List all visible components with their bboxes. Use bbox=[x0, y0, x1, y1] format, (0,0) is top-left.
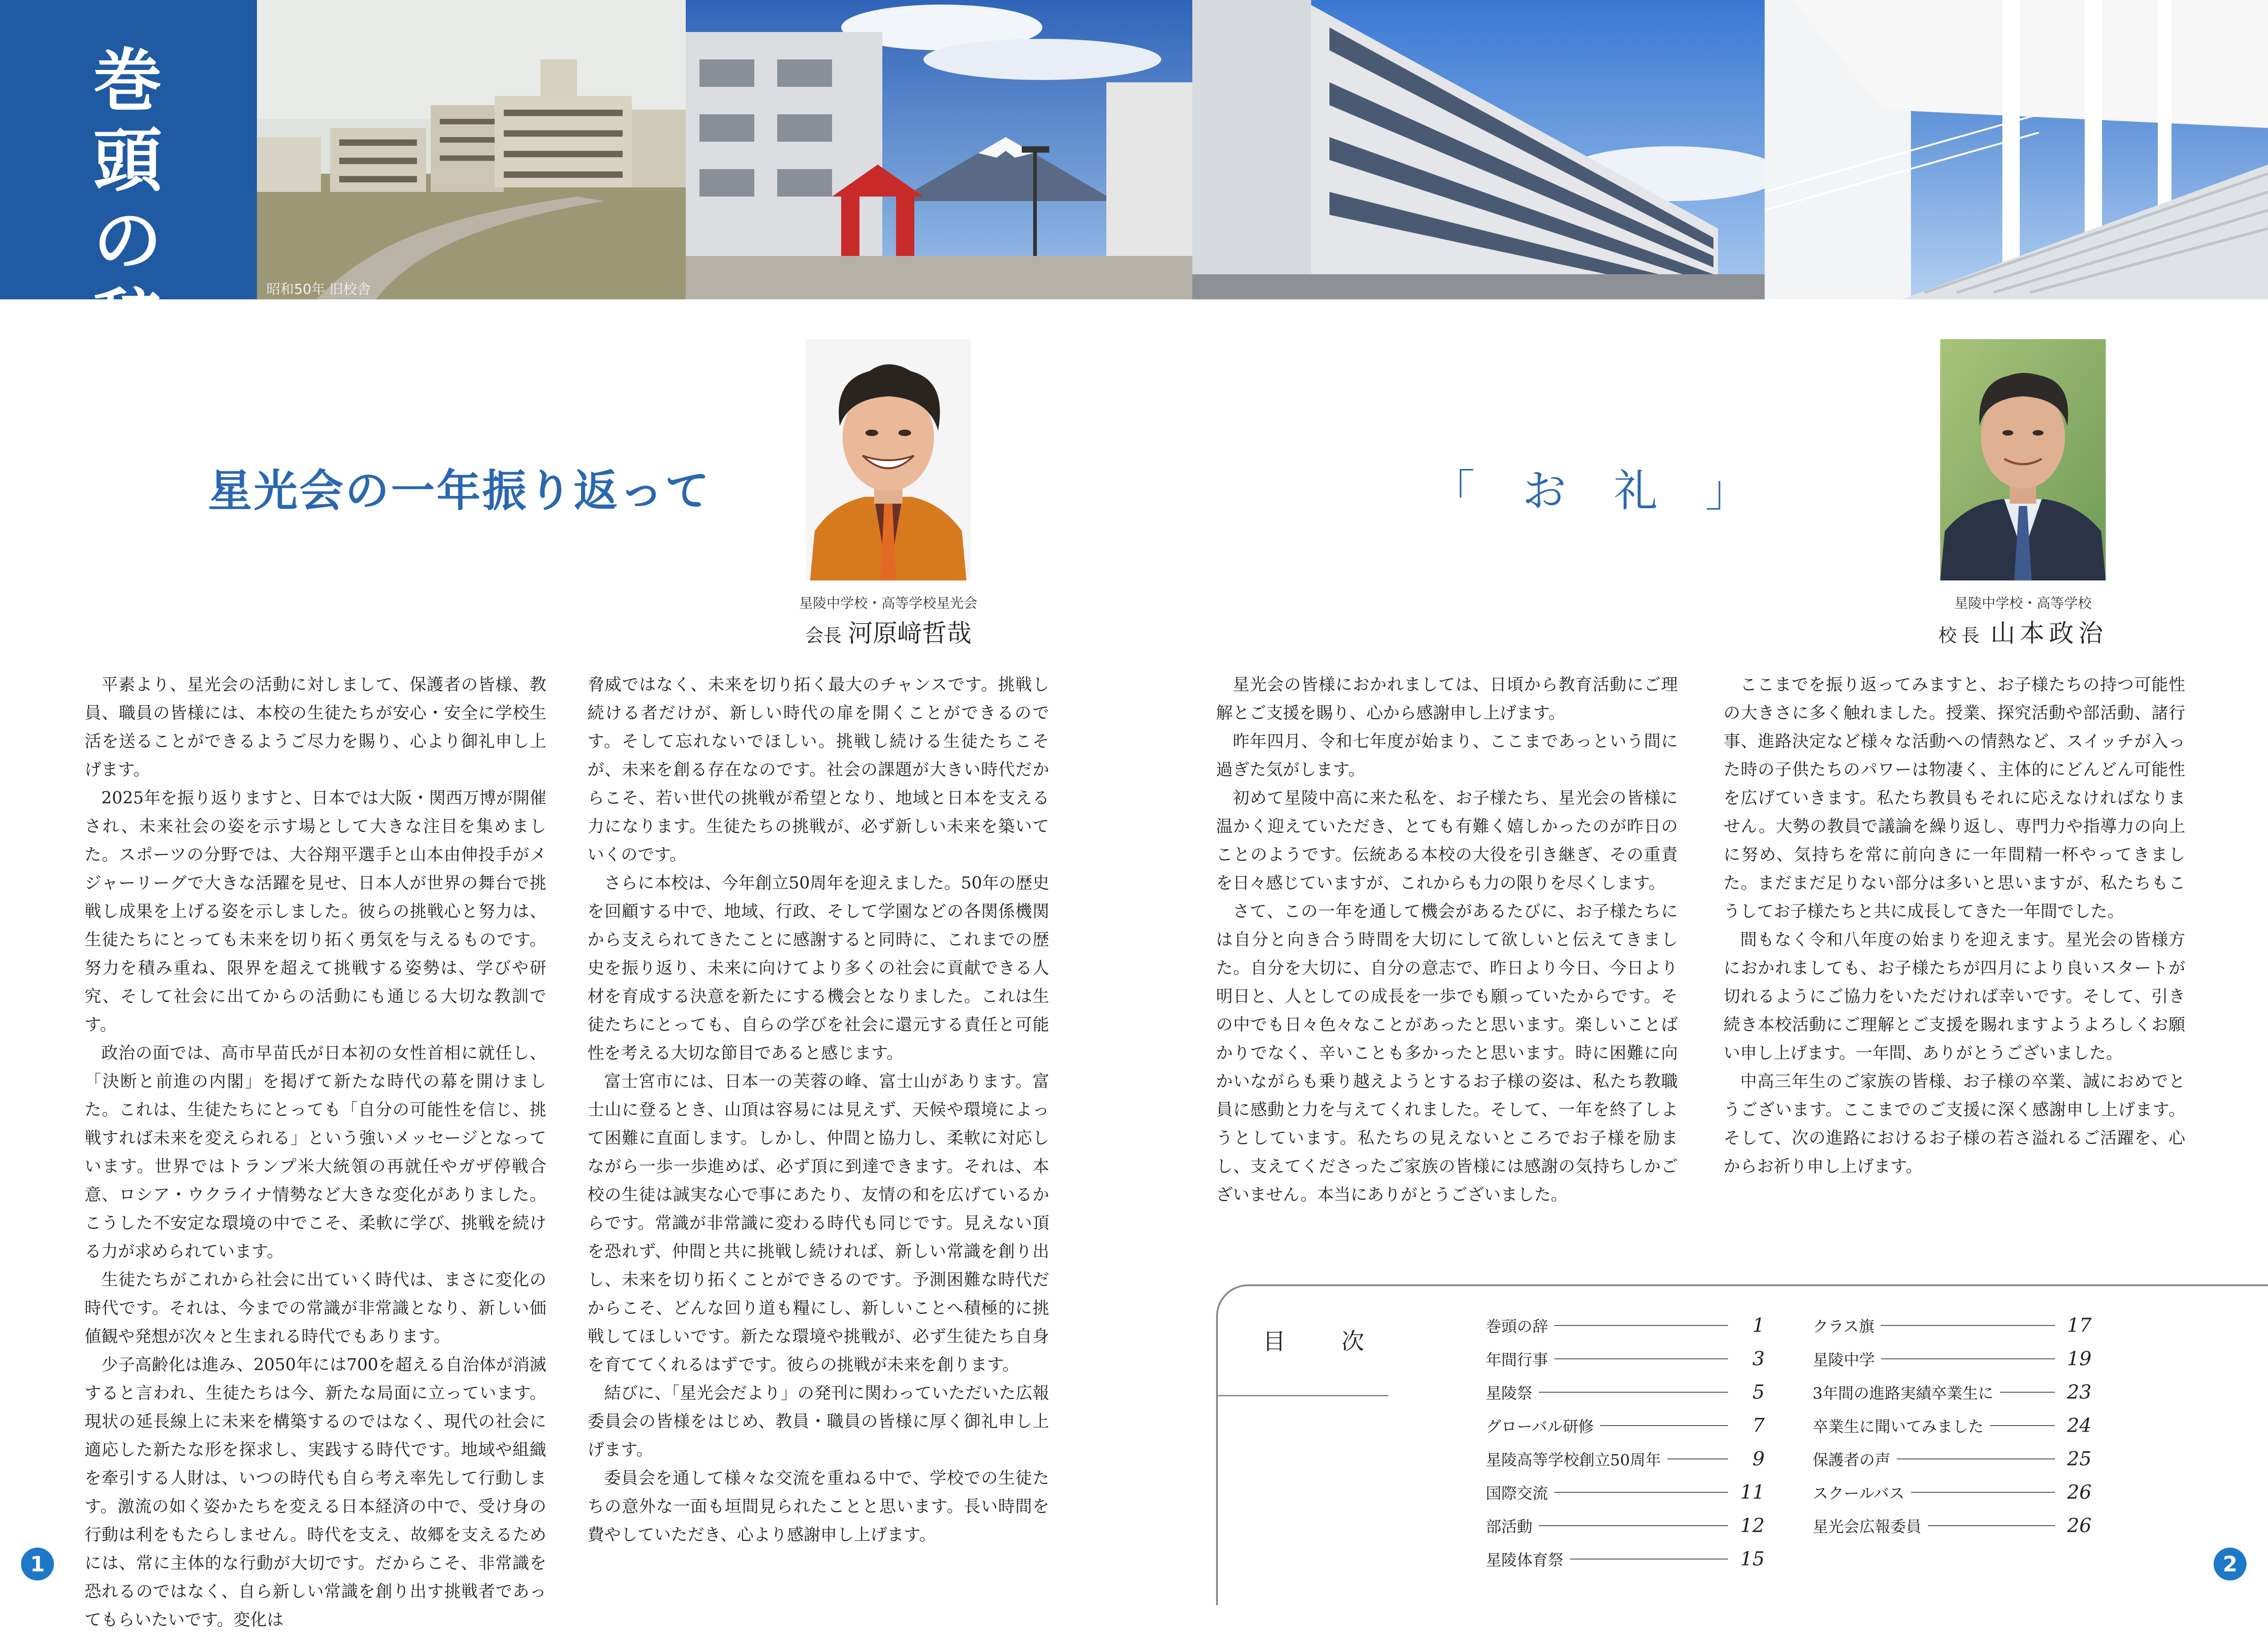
paragraph: 生徒たちがこれから社会に出ていく時代は、まさに変化の時代です。それは、今までの常識が非常識となり、新しい価値観や発想が次々と生まれる時代でもあります。 bbox=[85, 1270, 546, 1346]
toc-leader bbox=[1881, 1358, 2055, 1359]
chairman-portrait bbox=[806, 339, 971, 580]
toc-leader bbox=[2000, 1392, 2055, 1393]
toc-divider bbox=[1218, 1395, 1388, 1396]
paragraph: 委員会を通して様々な交流を重ねる中で、学校での生徒たちの意外な一面も垣間見られたことと思います。長い時間を費やしていただき、心より感謝申し上げます。 bbox=[587, 1468, 1049, 1544]
toc-leader bbox=[1881, 1325, 2055, 1326]
banner-char: 頭 bbox=[93, 121, 164, 201]
toc-entry[interactable] bbox=[1813, 1409, 2092, 1442]
toc-entry[interactable] bbox=[1813, 1509, 2092, 1542]
chairman-role: 会長 bbox=[805, 625, 842, 646]
paragraph: さらに本校は、今年創立50周年を迎えました。50年の歴史を回顧する中で、地域、行政、そして学園などの各関係機関から支えられてきたことに感謝すると同時に、これまでの歴史を振り返り、未来に向けてより多くの社会に貢献できる人材を育成する決意を新たにする機会となりました。これは生徒たちにとっても、自らの学びを社会に還元する責任と可能性を考える大切な節目であると感じます。 bbox=[587, 873, 1049, 1063]
paragraph: 平素より、星光会の活動に対しまして、保護者の皆様、教員、職員の皆様には、本校の生徒たちが安心・安全に学校生活を送ることができるようご尽力を賜り、心より御礼申し上げます。 bbox=[85, 675, 546, 779]
principal-portrait bbox=[1940, 339, 2106, 580]
toc-entry-title: 星陵中学 bbox=[1813, 1351, 1875, 1369]
toc-entry-title: 部活動 bbox=[1486, 1518, 1532, 1536]
toc-column-2 bbox=[1813, 1309, 2092, 1542]
toc-leader bbox=[1554, 1325, 1728, 1326]
toc-entry-title: スクールバス bbox=[1813, 1485, 1905, 1503]
title-banner bbox=[0, 0, 257, 361]
toc-leader bbox=[1990, 1425, 2055, 1426]
toc-leader bbox=[1897, 1458, 2055, 1459]
page-number-left: 1 bbox=[21, 1548, 54, 1581]
toc-entry-page: 9 bbox=[1752, 1448, 1765, 1470]
toc-entry[interactable] bbox=[1813, 1309, 2092, 1342]
left-column-2 bbox=[587, 671, 1049, 1549]
staircase-photo bbox=[1765, 0, 2268, 299]
old-school-building-photo bbox=[257, 0, 686, 299]
toc-entry[interactable] bbox=[1486, 1442, 1765, 1475]
toc-entry-page: 24 bbox=[2067, 1414, 2092, 1437]
toc-entry-page: 12 bbox=[1740, 1514, 1765, 1537]
toc-entry[interactable] bbox=[1486, 1542, 1765, 1575]
toc-entry[interactable] bbox=[1486, 1509, 1765, 1542]
toc-column-1 bbox=[1486, 1309, 1765, 1575]
paragraph: 政治の面では、高市早苗氏が日本初の女性首相に就任し、「決断と前進の内閣」を掲げて新たな時代の幕を開けました。これは、生徒たちにとっても「自分の可能性を信じ、挑戦すれば未来を変えられる」という強いメッセージとなっています。世界ではトランプ米大統領の再就任やガザ停戦合意、ロシア・ウクライナ情勢など大きな変化がありました。こうした不安定な環境の中でこそ、柔軟に学び、挑戦を続ける力が求められています。 bbox=[85, 1043, 546, 1261]
toc-entry-page: 17 bbox=[2067, 1314, 2092, 1336]
toc-entry-title: 星陵体育祭 bbox=[1486, 1551, 1564, 1570]
toc-entry-title: 巻頭の辞 bbox=[1486, 1318, 1548, 1336]
school-fuji-photo bbox=[686, 0, 1192, 299]
toc-entry-page: 1 bbox=[1752, 1314, 1765, 1336]
chairman-affiliation: 星陵中学校・高等学校星光会 bbox=[799, 596, 977, 612]
toc-entry-title: 卒業生に聞いてみました bbox=[1813, 1418, 1984, 1436]
toc-leader bbox=[1928, 1525, 2055, 1526]
toc-entry-page: 26 bbox=[2067, 1514, 2092, 1537]
paragraph: 脅威ではなく、未来を切り拓く最大のチャンスです。挑戦し続ける者だけが、新しい時代の扉を開くことができるのです。そして忘れないでほしい。挑戦し続ける生徒たちこそが、未来を創る存在なのです。社会の課題が大きい時代だからこそ、若い世代の挑戦が希望となり、地域と日本を支える力になります。生徒たちの挑戦が、必ず新しい未来を築いていくのです。 bbox=[587, 675, 1049, 864]
toc-entry-title: 3年間の進路実績卒業生に bbox=[1813, 1384, 1994, 1403]
paragraph: 星光会の皆様におかれましては、日頃から教育活動にご理解とご支援を賜り、心から感謝申し上げます。 bbox=[1216, 675, 1678, 723]
toc-entry-page: 15 bbox=[1740, 1548, 1765, 1570]
toc-entry[interactable] bbox=[1486, 1409, 1765, 1442]
toc-leader bbox=[1554, 1358, 1728, 1359]
toc-leader bbox=[1554, 1492, 1728, 1493]
toc-entry-page: 23 bbox=[2067, 1381, 2092, 1403]
toc-entry[interactable] bbox=[1813, 1342, 2092, 1375]
chairman-name: 河原﨑哲哉 bbox=[848, 619, 971, 648]
principal-role: 校長 bbox=[1938, 625, 1984, 646]
toc-entry[interactable] bbox=[1486, 1342, 1765, 1375]
right-column-2 bbox=[1724, 671, 2185, 1181]
toc-entry-page: 3 bbox=[1752, 1347, 1765, 1370]
paragraph: 初めて星陵中高に来た私を、お子様たち、星光会の皆様に温かく迎えていただき、とても有難く嬉しかったのが昨日のことのようです。伝統ある本校の大役を引き継ぎ、その重責を日々感じていますが、これからも力の限りを尽くします。 bbox=[1216, 788, 1678, 893]
toc-entry-title: グローバル研修 bbox=[1486, 1418, 1594, 1436]
paragraph: 富士宮市には、日本一の芙蓉の峰、富士山があります。富士山に登るとき、山頂は容易には見えず、天候や環境によって困難に直面します。しかし、仲間と協力し、柔軟に対応しながら一歩一歩進めば、必ず頂に到達できます。それは、本校の生徒は誠実な心で事にあたり、友情の和を広げているからです。常識が非常識に変わる時代も同じです。見えない頂を恐れず、仲間と共に挑戦し続ければ、新しい常識を創り出し、未来を切り拓くことができるのです。予測困難な時代だからこそ、どんな回り道も糧にし、新しいことへ積極的に挑戦してほしいです。新たな環境や挑戦が、必ず生徒たち自身を育ててくれるはずです。彼らの挑戦が未来を創ります。 bbox=[587, 1071, 1049, 1374]
banner-char: 辞 bbox=[93, 281, 164, 361]
left-column-1 bbox=[85, 671, 546, 1634]
banner-title bbox=[0, 41, 257, 361]
left-heading: 星光会の一年振り返って bbox=[208, 465, 711, 516]
toc-title: 目 次 bbox=[1263, 1328, 1381, 1355]
principal-name-line bbox=[1913, 614, 2133, 649]
paragraph: 昨年四月、令和七年度が始まり、ここまであっという間に過ぎた気がします。 bbox=[1216, 731, 1678, 779]
toc-entry[interactable] bbox=[1486, 1375, 1765, 1409]
paragraph: さて、この一年を通して機会があるたびに、お子様たちには自分と向き合う時間を大切にして欲しいと伝えてきました。自分を大切に、自分の意志で、昨日より今日、今日より明日と、人としての成長を一歩でも願っていたからです。その中でも日々色々なことがあったと思います。楽しいことばかりでなく、辛いことも多かったと思います。時に困難に向かいながらも乗り越えようとするお子様の姿は、私たち教職員に感動と力を与えてくれました。そして、一年を終了しようとしています。私たちの見えないところでお子様を励まし、支えてくださったご家族の皆様には感謝の気持ちしかございません。本当にありがとうございました。 bbox=[1216, 901, 1678, 1204]
toc-entry[interactable] bbox=[1486, 1475, 1765, 1509]
toc-entry-title: 年間行事 bbox=[1486, 1351, 1548, 1369]
toc-entry-title: 星光会広報委員 bbox=[1813, 1518, 1921, 1536]
toc-entry-title: クラス旗 bbox=[1813, 1318, 1874, 1336]
paragraph: ここまでを振り返ってみますと、お子様たちの持つ可能性の大きさに多く触れました。授業、探究活動や部活動、諸行事、進路決定など様々な活動への情熱など、スイッチが入った時の子供たちのパワーは物凄く、主体的にどんどん可能性を広げていきます。私たち教員もそれに応えなければなりません。大勢の教員で議論を繰り返し、専門力や指導力の向上に努め、気持ちを常に前向きに一年間精一杯やってきました。まだまだ足りない部分は多いと思いますが、私たちもこうしてお子様たちと共に成長してきた一年間でした。 bbox=[1724, 675, 2185, 921]
toc-leader bbox=[1600, 1425, 1728, 1426]
toc-entry-title: 国際交流 bbox=[1486, 1485, 1548, 1503]
toc-entry-page: 7 bbox=[1752, 1414, 1765, 1437]
paragraph: 2025年を振り返りますと、日本では大阪・関西万博が開催され、未来社会の姿を示す場として大きな注目を集めました。スポーツの分野では、大谷翔平選手と山本由伸投手がメジャーリーグで大きな活躍を見せ、日本人が世界の舞台で挑戦し成果を上げる姿を示しました。彼らの挑戦心と努力は、生徒たちにとっても未来を切り拓く勇気を与えるものです。努力を積み重ね、限界を超えて挑戦する姿勢は、学びや研究、そして社会に出てからの活動にも通じる大切な教訓です。 bbox=[85, 788, 546, 1034]
paragraph: 間もなく令和八年度の始まりを迎えます。星光会の皆様方におかれましても、お子様たちが四月により良いスタートが切れるようにご協力をいただければ幸いです。そして、引き続き本校活動にご理解とご支援を賜れますようよろしくお願い申し上げます。一年間、ありがとうございました。 bbox=[1724, 930, 2185, 1063]
toc-entry-page: 5 bbox=[1752, 1381, 1765, 1403]
toc-entry[interactable] bbox=[1813, 1442, 2092, 1475]
toc-entry[interactable] bbox=[1813, 1375, 2092, 1409]
principal-name: 山本政治 bbox=[1991, 619, 2108, 648]
toc-entry-page: 11 bbox=[1740, 1481, 1765, 1503]
toc-entry-title: 星陵高等学校創立50周年 bbox=[1486, 1451, 1661, 1469]
page-number-right: 2 bbox=[2214, 1548, 2247, 1581]
paragraph: 中高三年生のご家族の皆様、お子様の卒業、誠におめでとうございます。ここまでのご支援に深く感謝申し上げます。そして、次の進路におけるお子様の若さ溢れるご活躍を、心からお祈り申し上げます。 bbox=[1724, 1071, 2185, 1176]
right-column-1 bbox=[1216, 671, 1678, 1209]
toc-entry-page: 26 bbox=[2067, 1481, 2092, 1503]
toc-entry[interactable] bbox=[1813, 1475, 2092, 1509]
new-school-building-photo bbox=[1192, 0, 1765, 299]
toc-entry[interactable] bbox=[1486, 1309, 1765, 1342]
toc-entry-title: 星陵祭 bbox=[1486, 1384, 1532, 1403]
right-heading: 「 お 礼 」 bbox=[1431, 465, 1751, 516]
paragraph: 少子高齢化は進み、2050年には700を超える自治体が消滅すると言われ、生徒たちは今、新たな局面に立っています。現状の延長線上に未来を構築するのではなく、現代の社会に適応した新たな形を探求し、実践する時代です。地域や組織を牽引する人財は、いつの時代も自ら考え率先して行動します。激流の如く姿かたちを変える日本経済の中で、受け身の行動は利をもたらしません。時代を支え、故郷を支えるためには、常に主体的な行動が大切です。だからこそ、非常識を恐れるのではなく、自ら新しい常識を創り出す挑戦者であってもらいたいです。変化は bbox=[85, 1355, 546, 1629]
toc-leader bbox=[1667, 1458, 1728, 1459]
principal-affiliation: 星陵中学校・高等学校 bbox=[1954, 596, 2092, 612]
toc-leader bbox=[1539, 1525, 1728, 1526]
paragraph: 結びに、「星光会だより」の発刊に関わっていただいた広報委員会の皆様をはじめ、教員・職員の皆様に厚く御礼申し上げます。 bbox=[587, 1383, 1049, 1459]
photo-caption: 昭和50年 旧校舎 bbox=[267, 282, 371, 298]
toc-entry-page: 19 bbox=[2067, 1347, 2092, 1370]
banner-char: の bbox=[93, 201, 164, 281]
toc-entry-page: 25 bbox=[2067, 1448, 2092, 1470]
toc-entry-title: 保護者の声 bbox=[1813, 1451, 1890, 1469]
toc-leader bbox=[1539, 1392, 1728, 1393]
banner-char: 巻 bbox=[93, 41, 164, 121]
chairman-name-line bbox=[778, 614, 998, 649]
toc-leader bbox=[1911, 1492, 2055, 1493]
